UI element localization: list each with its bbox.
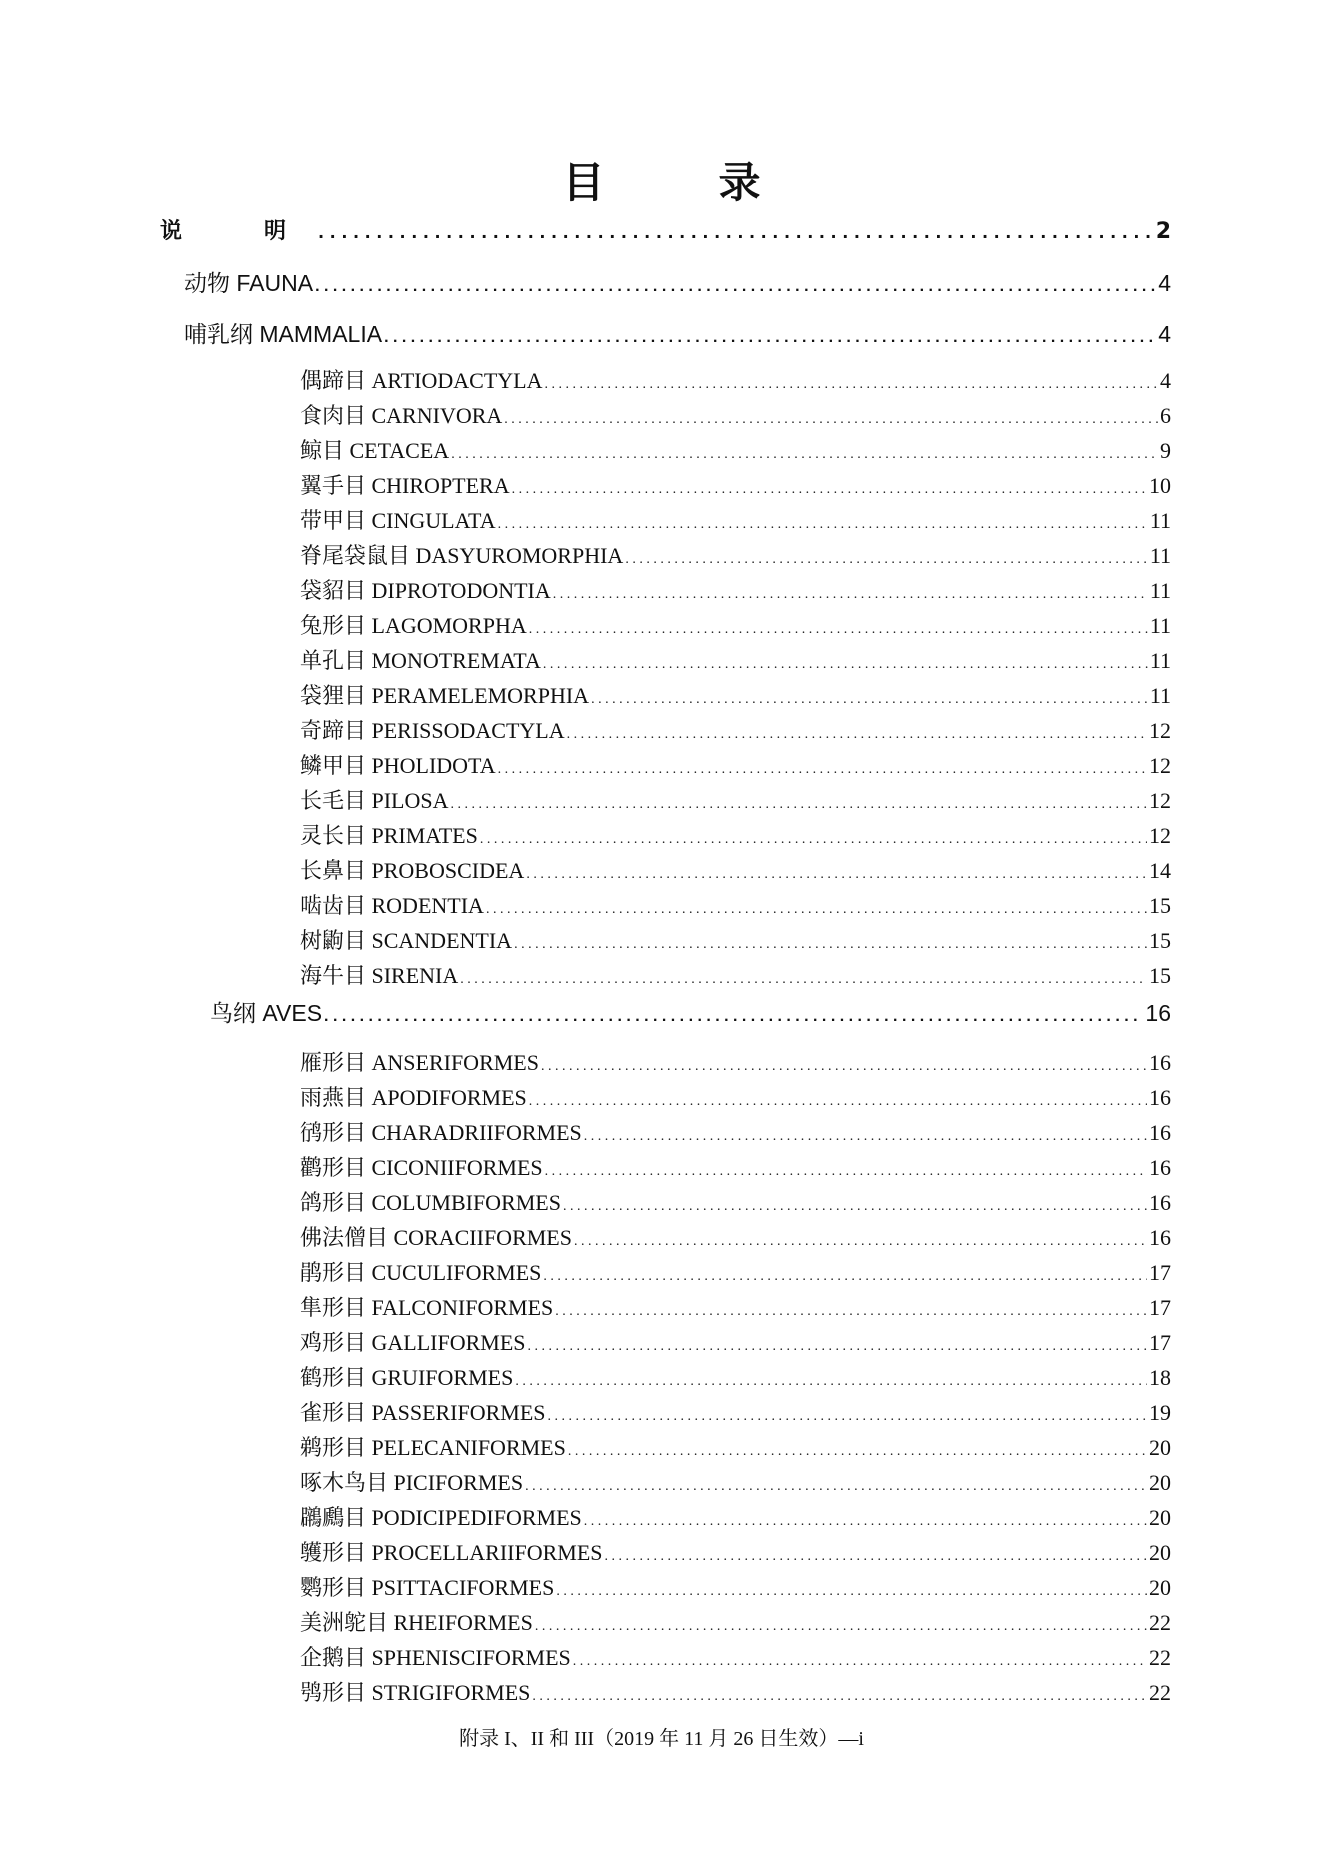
dot-leader	[584, 1120, 1147, 1146]
toc-entry-label: 鹤形目 GRUIFORMES	[300, 1365, 514, 1390]
dot-leader	[480, 823, 1147, 849]
toc-entry	[184, 316, 1171, 349]
toc-entry	[300, 1676, 1171, 1707]
toc-entry	[160, 214, 1171, 245]
toc-entry	[210, 995, 1171, 1028]
toc-entry-label: 带甲目 CINGULATA	[300, 508, 496, 533]
toc-entry-page: 11	[1149, 578, 1171, 603]
toc-entry-page: 11	[1149, 613, 1171, 638]
toc-entry-page: 16	[1149, 1085, 1171, 1110]
toc-entry	[300, 889, 1171, 920]
toc-entry	[300, 1571, 1171, 1602]
dot-leader	[568, 1435, 1147, 1461]
dot-leader	[451, 788, 1147, 814]
toc-entry-page: 22	[1149, 1680, 1171, 1705]
toc-entry	[300, 854, 1171, 885]
toc-entry	[300, 539, 1171, 570]
toc-entry-label: 单孔目 MONOTREMATA	[300, 648, 541, 673]
toc-entry-page: 11	[1149, 508, 1171, 533]
toc-entry-label: 鹱形目 PROCELLARIIFORMES	[300, 1540, 603, 1565]
toc-entry-page: 16	[1149, 1050, 1171, 1075]
dot-leader	[498, 508, 1148, 534]
dot-leader	[384, 321, 1156, 348]
dot-leader	[556, 1575, 1147, 1601]
toc-entry-label: 兔形目 LAGOMORPHA	[300, 613, 527, 638]
dot-leader	[529, 1085, 1147, 1111]
dot-leader	[563, 1190, 1147, 1216]
toc-entry-page: 16	[1149, 1190, 1171, 1215]
toc-entry	[300, 1326, 1171, 1357]
toc-entry	[300, 749, 1171, 780]
toc-entry-label: 啮齿目 RODENTIA	[300, 893, 484, 918]
toc-entry	[300, 1641, 1171, 1672]
toc-entry	[300, 1466, 1171, 1497]
toc-entry	[300, 574, 1171, 605]
dot-leader	[315, 270, 1156, 297]
toc-entry	[300, 679, 1171, 710]
toc-entry-page: 15	[1149, 893, 1171, 918]
toc-entry-page: 4	[1160, 368, 1171, 393]
dot-leader	[318, 219, 1154, 244]
toc-entry-page: 20	[1149, 1575, 1171, 1600]
toc-entry-label: 佛法僧目 CORACIIFORMES	[300, 1225, 572, 1250]
dot-leader	[451, 438, 1158, 464]
toc-entry-page: 22	[1149, 1610, 1171, 1635]
dot-leader	[625, 543, 1148, 569]
dot-leader	[545, 368, 1159, 394]
dot-leader	[324, 1000, 1143, 1027]
toc-entry	[300, 819, 1171, 850]
dot-leader	[574, 1225, 1147, 1251]
dot-leader	[543, 1260, 1147, 1286]
toc-entry-label: 啄木鸟目 PICIFORMES	[300, 1470, 524, 1495]
dot-leader	[529, 613, 1148, 639]
dot-leader	[567, 718, 1147, 744]
toc-entry-page: 18	[1149, 1365, 1171, 1390]
toc-entry-label: 食肉目 CARNIVORA	[300, 403, 503, 428]
toc-entry-label: 树鼩目 SCANDENTIA	[300, 928, 513, 953]
toc-entry-page: 11	[1149, 683, 1171, 708]
toc-entry-page: 20	[1149, 1540, 1171, 1565]
dot-leader	[514, 928, 1147, 954]
toc-entry-label: 脊尾袋鼠目 DASYUROMORPHIA	[300, 543, 624, 568]
toc-entry-label: 鹳形目 CICONIIFORMES	[300, 1155, 543, 1180]
dot-leader	[504, 403, 1158, 429]
toc-entry-page: 10	[1149, 473, 1171, 498]
dot-leader	[525, 1470, 1147, 1496]
toc-entry	[300, 714, 1171, 745]
toc-entry-label: 鸊鷉目 PODICIPEDIFORMES	[300, 1505, 582, 1530]
toc-entry	[300, 1606, 1171, 1637]
toc-entry-label: 海牛目 SIRENIA	[300, 963, 459, 988]
dot-leader	[573, 1645, 1147, 1671]
toc-entry	[300, 434, 1171, 465]
toc-entry-page: 20	[1149, 1505, 1171, 1530]
toc-entry-label: 鹦形目 PSITTACIFORMES	[300, 1575, 555, 1600]
toc-entry-label: 鹃形目 CUCULIFORMES	[300, 1260, 542, 1285]
toc-entry	[300, 1046, 1171, 1077]
toc-entry	[300, 609, 1171, 640]
toc-entry-label: 企鹅目 SPHENISCIFORMES	[300, 1645, 571, 1670]
dot-leader	[605, 1540, 1147, 1566]
toc-entry-page: 16	[1149, 1120, 1171, 1145]
toc-entry-label: 美洲鸵目 RHEIFORMES	[300, 1610, 533, 1635]
toc-entry	[300, 1221, 1171, 1252]
toc-entry	[300, 1291, 1171, 1322]
toc-entry-page: 9	[1160, 438, 1171, 463]
toc-entry-page: 12	[1149, 823, 1171, 848]
toc-entry	[300, 924, 1171, 955]
toc-entry	[300, 644, 1171, 675]
toc-entry	[300, 959, 1171, 990]
dot-leader	[460, 963, 1147, 989]
toc-entry	[300, 1536, 1171, 1567]
page-title: 目 录	[562, 158, 797, 207]
toc-entry	[300, 1116, 1171, 1147]
toc-entry-page: 16	[1145, 1000, 1171, 1026]
toc-entry-page: 17	[1149, 1295, 1171, 1320]
toc-entry	[184, 265, 1171, 298]
dot-leader	[591, 683, 1148, 709]
toc-entry-page: 12	[1149, 753, 1171, 778]
toc-entry-page: 15	[1149, 928, 1171, 953]
toc-entry-page: 14	[1149, 858, 1171, 883]
dot-leader	[512, 473, 1147, 499]
toc-entry-label: 鸻形目 CHARADRIIFORMES	[300, 1120, 582, 1145]
toc-entry-label: 鲸目 CETACEA	[300, 438, 450, 463]
dot-leader	[498, 753, 1147, 779]
toc-entry-label: 鸮形目 STRIGIFORMES	[300, 1680, 531, 1705]
toc-entry-label: 长毛目 PILOSA	[300, 788, 449, 813]
toc-entry	[300, 364, 1171, 395]
toc-entry-label: 哺乳纲 MAMMALIA	[184, 321, 383, 347]
toc-entry-label: 袋貂目 DIPROTODONTIA	[300, 578, 551, 603]
dot-leader	[541, 1050, 1147, 1076]
toc-entry-page: 2	[1155, 219, 1171, 244]
toc-entry-page: 12	[1149, 718, 1171, 743]
toc-entry-page: 19	[1149, 1400, 1171, 1425]
toc-entry-page: 16	[1149, 1155, 1171, 1180]
dot-leader	[526, 858, 1147, 884]
toc-entry-label: 鳞甲目 PHOLIDOTA	[300, 753, 496, 778]
toc-entry-page: 22	[1149, 1645, 1171, 1670]
toc-entry	[300, 1256, 1171, 1287]
toc-entry-page: 20	[1149, 1470, 1171, 1495]
toc-entry-page: 20	[1149, 1435, 1171, 1460]
dot-leader	[548, 1400, 1147, 1426]
toc-entry	[300, 784, 1171, 815]
toc-entry-page: 11	[1149, 648, 1171, 673]
toc-entry	[300, 469, 1171, 500]
dot-leader	[515, 1365, 1147, 1391]
toc-entry-label: 偶蹄目 ARTIODACTYLA	[300, 368, 543, 393]
toc-entry-label: 雨燕目 APODIFORMES	[300, 1085, 527, 1110]
toc-entry-label: 隼形目 FALCONIFORMES	[300, 1295, 554, 1320]
dot-leader	[555, 1295, 1147, 1321]
toc-entry-page: 15	[1149, 963, 1171, 988]
toc-entry-label: 翼手目 CHIROPTERA	[300, 473, 510, 498]
toc-entry-label: 袋狸目 PERAMELEMORPHIA	[300, 683, 590, 708]
toc-entry-page: 11	[1149, 543, 1171, 568]
dot-leader	[545, 1155, 1147, 1181]
toc-entry-page: 4	[1158, 270, 1171, 296]
toc-entry	[300, 1431, 1171, 1462]
toc-entry-label: 雀形目 PASSERIFORMES	[300, 1400, 546, 1425]
dot-leader	[486, 893, 1147, 919]
toc-entry-label: 雁形目 ANSERIFORMES	[300, 1050, 539, 1075]
dot-leader	[543, 648, 1148, 674]
toc-entry-page: 6	[1160, 403, 1171, 428]
toc-entry	[300, 1151, 1171, 1182]
dot-leader	[532, 1680, 1147, 1706]
toc-entry-label: 鸡形目 GALLIFORMES	[300, 1330, 526, 1355]
toc-entry-page: 17	[1149, 1260, 1171, 1285]
toc-entry	[300, 399, 1171, 430]
toc-entry-page: 17	[1149, 1330, 1171, 1355]
toc-entry-label: 鹈形目 PELECANIFORMES	[300, 1435, 566, 1460]
toc-entry	[300, 1501, 1171, 1532]
toc-entry-label: 动物 FAUNA	[184, 270, 314, 296]
dot-leader	[535, 1610, 1147, 1636]
dot-leader	[528, 1330, 1147, 1356]
toc-entry	[300, 504, 1171, 535]
toc-entry-label: 灵长目 PRIMATES	[300, 823, 478, 848]
page-footer: 附录 I、II 和 III（2019 年 11 月 26 日生效）—i	[459, 1728, 864, 1750]
toc-entry	[300, 1186, 1171, 1217]
dot-leader	[584, 1505, 1147, 1531]
toc-entry-label: 鸟纲 AVES	[210, 1000, 323, 1026]
toc-entry-label: 鸽形目 COLUMBIFORMES	[300, 1190, 561, 1215]
toc-entry-label: 说 明	[160, 219, 317, 244]
toc-entry	[300, 1396, 1171, 1427]
toc-entry-page: 12	[1149, 788, 1171, 813]
toc-entry-page: 4	[1158, 321, 1171, 347]
dot-leader	[553, 578, 1148, 604]
toc-entry-page: 16	[1149, 1225, 1171, 1250]
toc-entry	[300, 1081, 1171, 1112]
toc-entry-label: 奇蹄目 PERISSODACTYLA	[300, 718, 565, 743]
toc-entry	[300, 1361, 1171, 1392]
toc-entry-label: 长鼻目 PROBOSCIDEA	[300, 858, 525, 883]
